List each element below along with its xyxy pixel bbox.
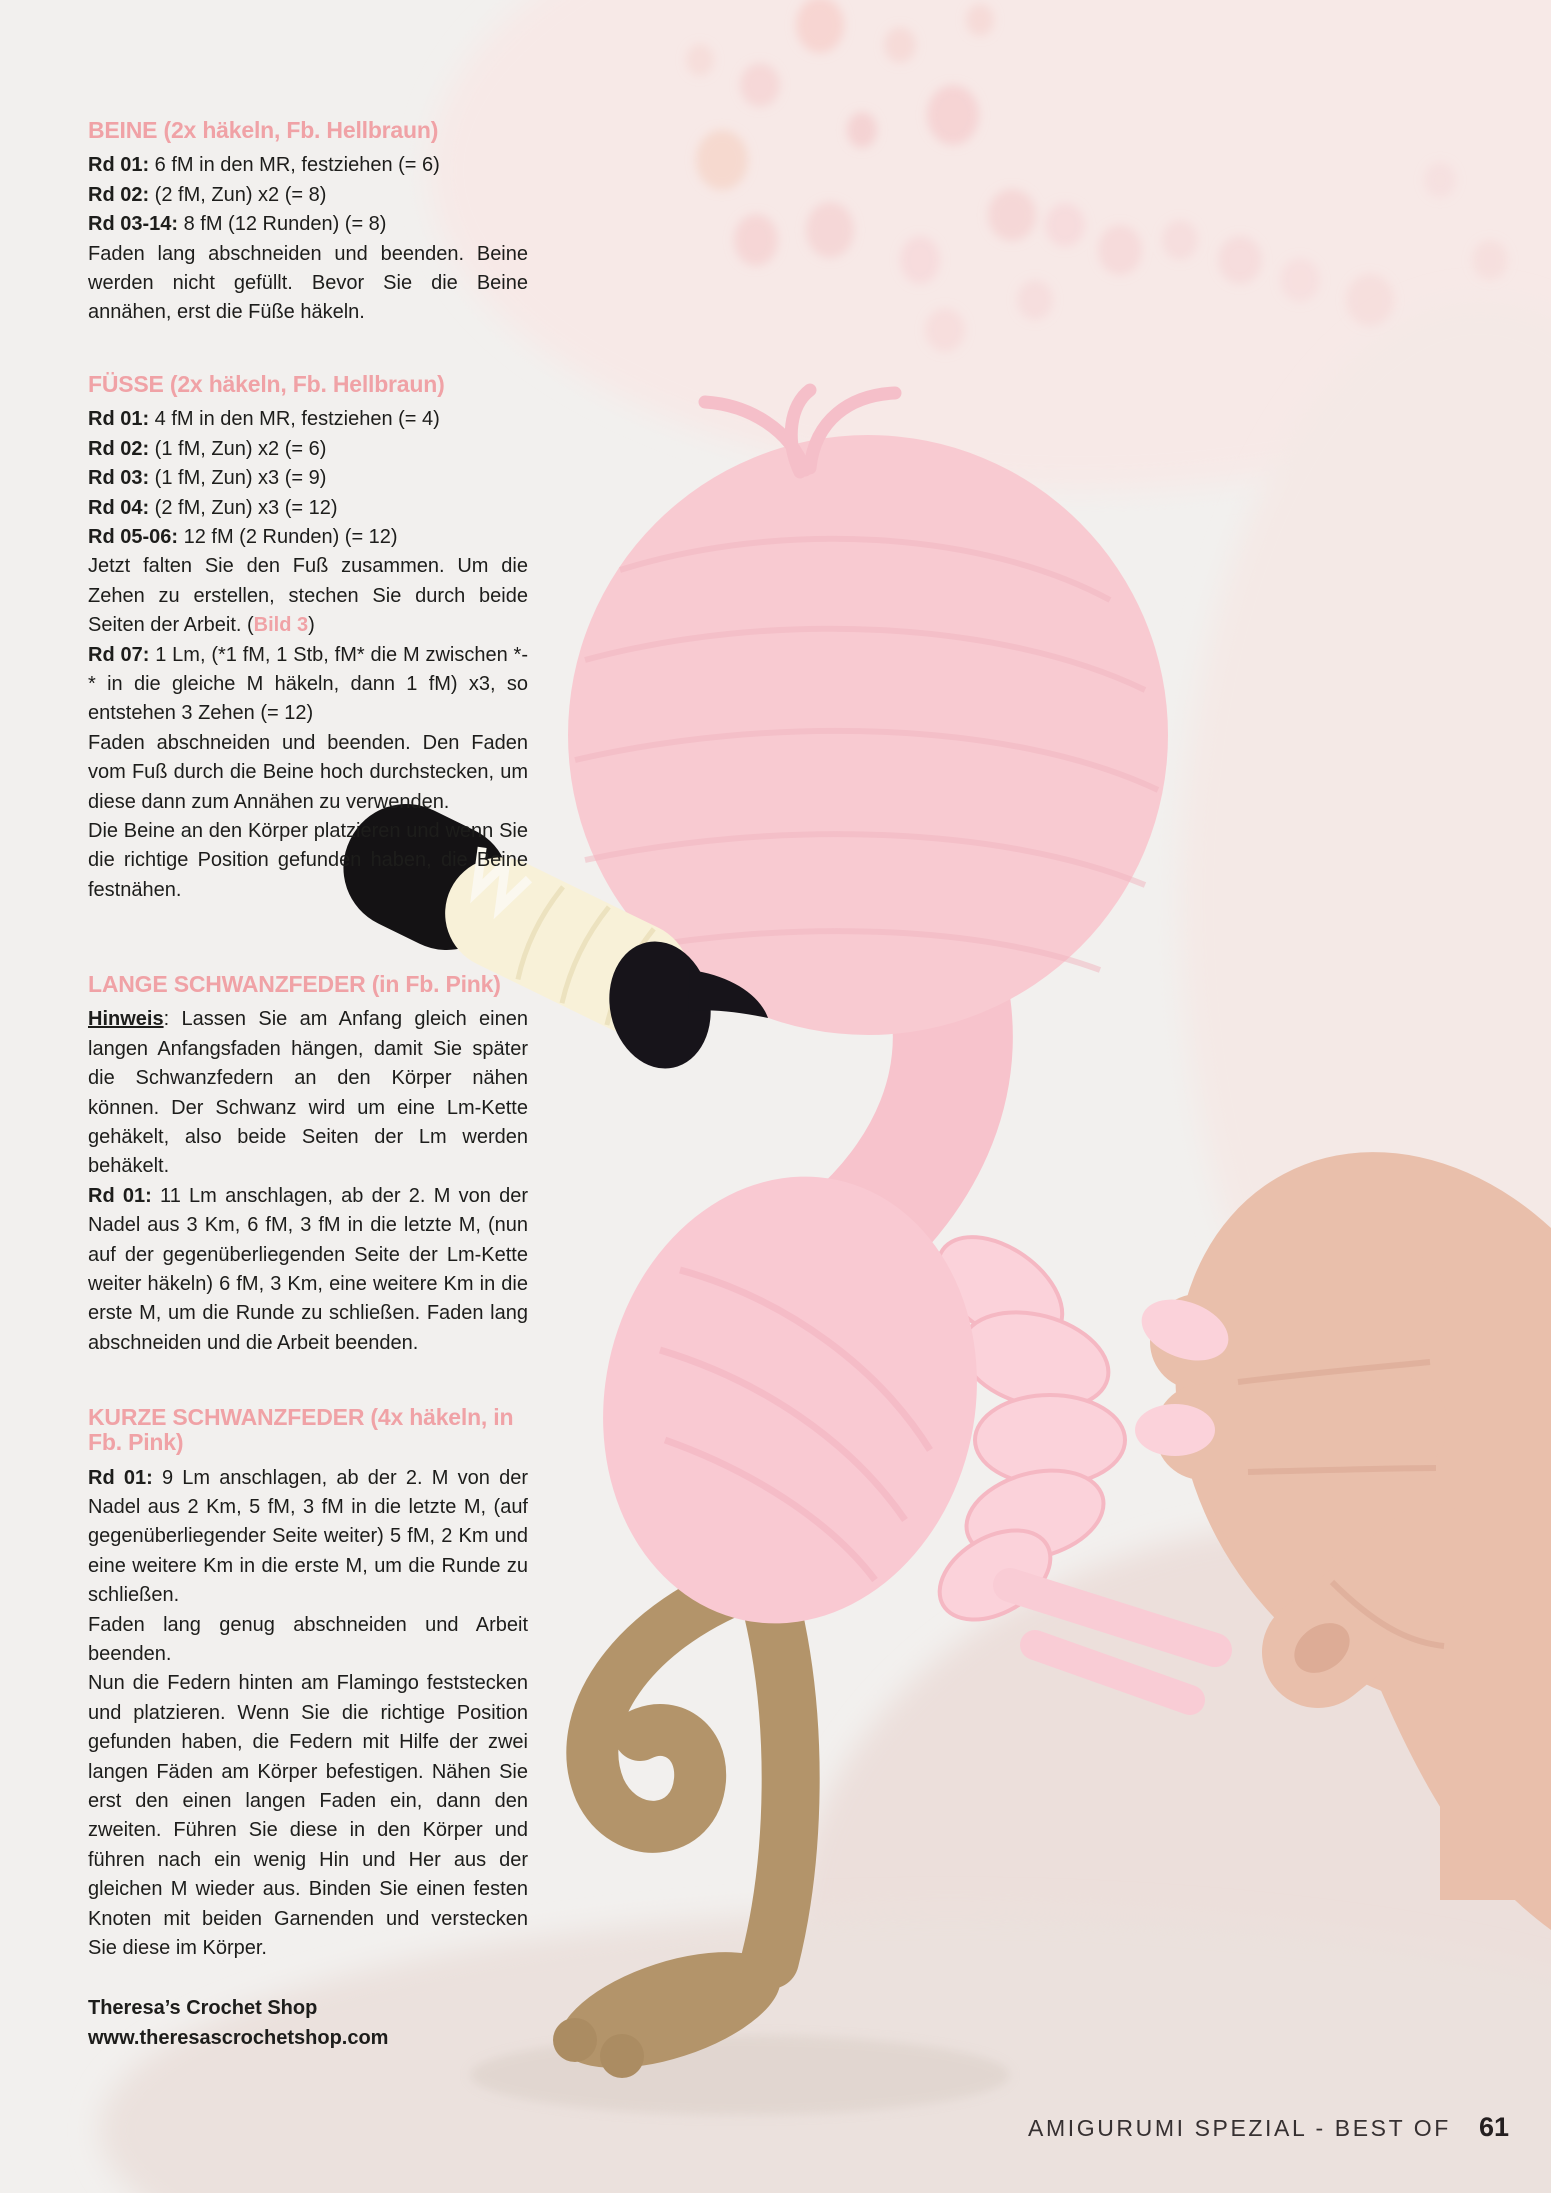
instruction-paragraph: Die Beine an den Körper platzieren und wenn Sie die richtige Position gefunden haben, die Beine festnähen.: [88, 819, 528, 901]
instruction-paragraph: [88, 641, 528, 729]
round-text: 8 fM (12 Runden) (= 8): [178, 213, 387, 236]
round-text: 6 fM in den MR, festziehen (= 6): [149, 154, 440, 177]
instruction-paragraph: [88, 1182, 528, 1358]
section-lange-schwanzfeder: [88, 972, 528, 1358]
round-line: [88, 435, 528, 464]
section-beine: [88, 118, 528, 328]
instruction-paragraph: Faden lang genug abschneiden und Arbeit beenden.: [88, 1613, 528, 1666]
round-text: (1 fM, Zun) x3 (= 9): [149, 467, 327, 490]
round-label: Rd 02:: [88, 437, 150, 460]
footer-title: AMIGURUMI SPEZIAL - BEST OF: [1028, 2115, 1451, 2141]
round-label: Rd 03-14:: [88, 213, 179, 236]
round-line: [88, 523, 528, 552]
round-line: [88, 210, 528, 239]
page-footer: [1028, 2112, 1509, 2143]
round-label: Rd 01:: [88, 408, 150, 431]
section-heading: FÜSSE (2x häkeln, Fb. Hellbraun): [88, 371, 445, 397]
instruction-paragraph: Faden lang abschneiden und beenden. Beine werden nicht gefüllt. Bevor Sie die Beine annähen, erst die Füße häkeln.: [88, 242, 528, 324]
section-heading: KURZE SCHWANZFEDER (4x häkeln, in Fb. Pink): [88, 1404, 514, 1456]
designer-url: www.theresascrochetshop.com: [88, 2027, 389, 2049]
round-text: 9 Lm anschlagen, ab der 2. M von der Nadel aus 2 Km, 5 fM, 3 fM in die letzte M, (auf gegenüberliegender Seite weiter) 5 fM, 2 Km und eine weitere Km in die erste M, um die Runde zu schließen.: [88, 1466, 529, 1607]
hinweis-paragraph: Hinweis: Lassen Sie am Anfang gleich einen langen Anfangsfaden hängen, damit Sie später die Schwanzfedern an den Körper nähen können. Der Schwanz wird um eine Lm-Kette gehäkelt, also beide Seiten der Lm werden behäkelt.: [88, 1008, 528, 1178]
round-line: [88, 494, 528, 523]
round-label: Rd 01:: [88, 1184, 152, 1207]
instruction-paragraph: Jetzt falten Sie den Fuß zusammen. Um die Zehen zu erstellen, stechen Sie durch beide Seiten der Arbeit. (Bild 3): [88, 555, 528, 637]
round-label: Rd 01:: [88, 154, 150, 177]
instruction-paragraph: Nun die Federn hinten am Flamingo feststecken und platzieren. Wenn Sie die richtige Position gefunden haben, die Federn mit Hilfe der zwei langen Fäden am Körper befestigen. Nähen Sie erst den einen langen Faden ein, dann den zweiten. Führen Sie diese in den Körper und führen nach ein wenig Hin und Her aus der gleichen M wieder aus. Binden Sie einen festen Knoten mit beiden Garnenden und verstecken Sie diese im Körper.: [88, 1672, 528, 1960]
round-text: 11 Lm anschlagen, ab der 2. M von der Nadel aus 3 Km, 6 fM, 3 fM in die letzte M, (nun auf der gegenüberliegenden Seite der Lm-Kette weiter häkeln) 6 fM, 3 Km, eine weitere Km in die erste M, um die Runde zu schließen. Faden lang abschneiden und die Arbeit beenden.: [88, 1184, 529, 1354]
round-line: [88, 151, 528, 180]
flamingo-toe: [600, 2034, 644, 2078]
section-kurze-schwanzfeder: [88, 1405, 528, 1964]
figure-reference: Bild 3: [253, 614, 309, 637]
hinweis-label: Hinweis: [88, 1008, 164, 1031]
round-line: [88, 405, 528, 434]
round-line: [88, 181, 528, 210]
section-heading: BEINE (2x häkeln, Fb. Hellbraun): [88, 117, 439, 143]
designer-credit: [88, 1993, 528, 2053]
section-heading: LANGE SCHWANZFEDER (in Fb. Pink): [88, 971, 501, 997]
round-text: 4 fM in den MR, festziehen (= 4): [149, 408, 440, 431]
round-line: [88, 464, 528, 493]
round-text: (1 fM, Zun) x2 (= 6): [149, 437, 327, 460]
round-label: Rd 07:: [88, 643, 150, 666]
round-label: Rd 05-06:: [88, 525, 179, 548]
flamingo-toe: [553, 2018, 597, 2062]
round-text: (2 fM, Zun) x2 (= 8): [149, 183, 327, 206]
instruction-paragraph: [88, 1464, 528, 1611]
round-label: Rd 03:: [88, 467, 150, 490]
designer-name: Theresa’s Crochet Shop: [88, 1997, 318, 2019]
round-text: (2 fM, Zun) x3 (= 12): [149, 496, 338, 519]
round-label: Rd 02:: [88, 183, 150, 206]
section-fuesse: [88, 372, 528, 905]
round-label: Rd 04:: [88, 496, 150, 519]
page-number: 61: [1478, 2112, 1509, 2142]
round-label: Rd 01:: [88, 1466, 153, 1489]
round-text: 1 Lm, (*1 fM, 1 Stb, fM* die M zwischen *-* in die gleiche M häkeln, dann 1 fM) x3, so entstehen 3 Zehen (= 12): [88, 643, 528, 725]
floor-shadow: [470, 2035, 1010, 2115]
round-text: 12 fM (2 Runden) (= 12): [178, 525, 398, 548]
instruction-paragraph: Faden abschneiden und beenden. Den Faden vom Fuß durch die Beine hoch durchstecken, um diese dann zum Annähen zu verwenden.: [88, 731, 528, 813]
